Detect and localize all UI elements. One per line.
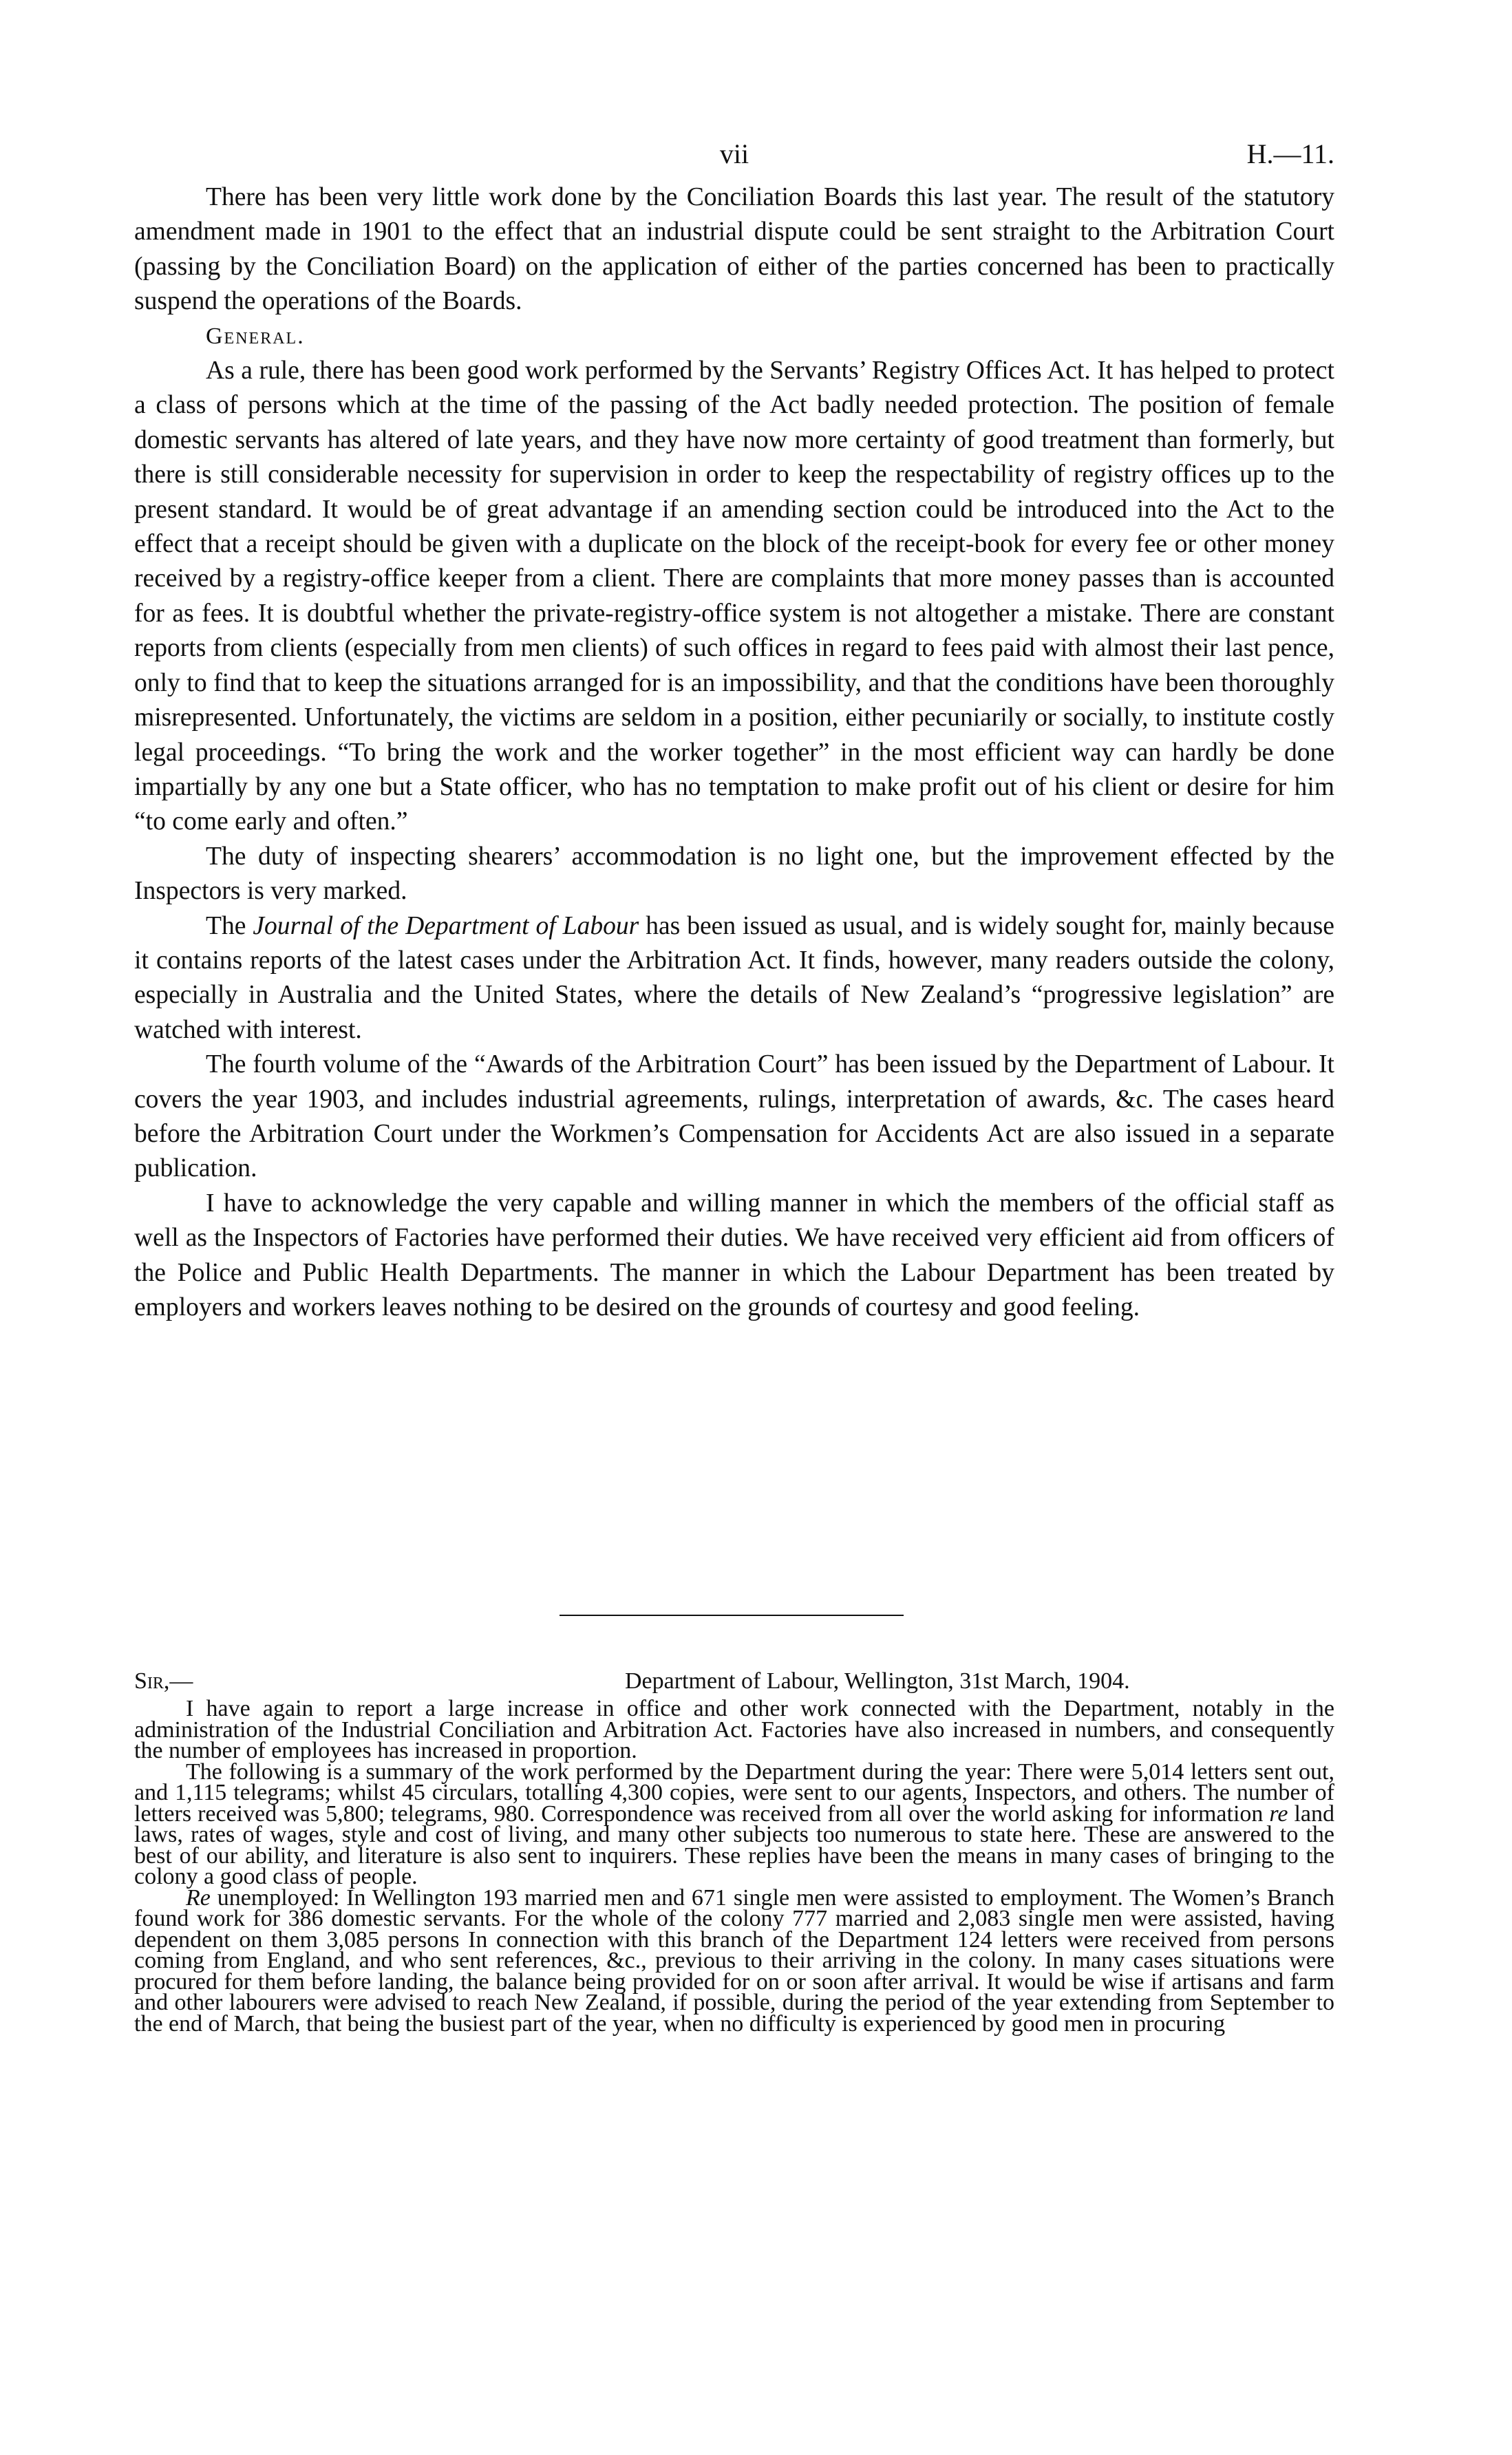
letter-paragraph-increase: I have again to report a large increase in office and other work connected with the Department, notably in the administration of the Industrial Conciliation and Arbitration Act. Factories have also increased in numbers, and consequently the number of employees has increased in proportion. bbox=[134, 1696, 1334, 1763]
journal-prefix: The bbox=[206, 911, 253, 940]
document-reference: H.—11. bbox=[1246, 138, 1334, 169]
acknowledgement-paragraph: I have to acknowledge the very capable and willing manner in which the members of the official staff as well as the Inspectors of Factories have performed their duties. We have received very efficient aid from officers of the Police and Public Health Departments. The manner in which the Labour Department has been treated by employers and workers leaves nothing to be desired on the grounds of courtesy and good feeling. bbox=[134, 1189, 1334, 1321]
unemployed-re: Re bbox=[186, 1884, 211, 1911]
journal-rest: has been issued as usual, and is widely sought for, mainly because it contains reports of the latest cases under the Arbitration Act. It finds, however, many readers outside the colony, especially in Australia and the United States, where the details of New Zealand’s “progressive legislation” are watched with interest. bbox=[134, 911, 1334, 1044]
section-divider bbox=[560, 1615, 904, 1616]
salutation: Sir,— bbox=[134, 1668, 193, 1694]
letter-paragraph-unemployed bbox=[134, 1884, 1334, 2037]
page-header bbox=[134, 138, 1334, 172]
general-heading: General. bbox=[206, 323, 305, 349]
summary-re: re bbox=[1269, 1800, 1288, 1827]
summary-part2: land laws, rates of wages, style and cost of living, and many other subjects too numerous to state here. These are answered to the best of our ability, and literature is also sent to inquirers. These replies have been the means in many cases of bringing to the colony a good class of people. bbox=[134, 1800, 1334, 1889]
awards-paragraph: The fourth volume of the “Awards of the Arbitration Court” has been issued by the Department of Labour. It covers the year 1903, and includes industrial agreements, rulings, interpretation of awards, &c. The cases heard before the Arbitration Court under the Workmen’s Compensation for Accidents Act are also issued in a separate publication. bbox=[134, 1050, 1334, 1183]
journal-title: Journal of the Department of Labour bbox=[253, 911, 639, 940]
registry-offices-paragraph: As a rule, there has been good work performed by the Servants’ Registry Offices Act. It has helped to protect a class of persons which at the time of the passing of the Act badly needed protection. The position of female domestic servants has altered of late years, and they have now more certainty of good treatment than formerly, but there is still considerable necessity for supervision in order to keep the respectability of registry offices up to the present standard. It would be of great advantage if an amending section could be introduced into the Act to the effect that a receipt should be given with a duplicate on the block of the receipt-book for every fee or other money received by a registry-office keeper from a client. There are complaints that more money passes than is accounted for as fees. It is doubtful whether the private-registry-office system is not altogether a mistake. There are constant reports from clients (especially from men clients) of such offices in regard to fees paid with almost their last pence, only to find that to keep the situations arranged for is an impossibility, and that the conditions have been thoroughly misrepresented. Unfortunately, the victims are seldom in a position, either pecuniarily or socially, to institute costly legal proceedings. “To bring the work and the worker together” in the most efficient way can hardly be done impartially by any one but a State officer, who has no temptation to make profit out of his client or desire for him “to come early and often.” bbox=[134, 357, 1334, 836]
letter-heading-row bbox=[134, 1668, 1334, 1699]
unemployed-rest: unemployed: In Wellington 193 married men and 671 single men were assisted to employment. The Women’s Branch found work for 386 domestic servants. For the whole of the colony 777 married and 2,083 single men were assisted, having dependent on them 3,085 persons In connection with this branch of the Department 124 letters were received from persons coming from England, and who sent references, &c., previous to their arriving in the colony. In many cases situations were procured for them before landing, the balance being provided for on or soon after arrival. It would be wise if artisans and farm and other labourers were advised to reach New Zealand, if possible, during the period of the year extending from September to the end of March, that being the busiest part of the year, when no difficulty is experienced by good men in procuring bbox=[134, 1884, 1334, 2037]
letter-paragraph-summary bbox=[134, 1758, 1334, 1889]
journal-paragraph bbox=[134, 909, 1334, 1048]
page-number: vii bbox=[719, 138, 749, 169]
letter-body bbox=[134, 1668, 1334, 2037]
summary-part1: The following is a summary of the work performed by the Department during the year: There were 5,014 letters sent out, and 1,115 telegrams; whilst 45 circulars, totalling 4,300 copies, were sent to our agents, Inspectors, and others. The number of letters received was 5,800; telegrams, 980. Correspondence was received from all over the world asking for information bbox=[134, 1758, 1334, 1827]
report-body bbox=[134, 180, 1334, 1325]
shearers-paragraph: The duty of inspecting shearers’ accommodation is no light one, but the improvement effected by the Inspectors is very marked. bbox=[134, 842, 1334, 906]
conciliation-paragraph: There has been very little work done by the Conciliation Boards this last year. The result of the statutory amendment made in 1901 to the effect that an industrial dispute could be sent straight to the Arbitration Court (passing by the Conciliation Board) on the application of either of the parties concerned has been to practically suspend the operations of the Boards. bbox=[134, 183, 1334, 316]
dateline: Department of Labour, Wellington, 31st March, 1904. bbox=[625, 1668, 1130, 1694]
